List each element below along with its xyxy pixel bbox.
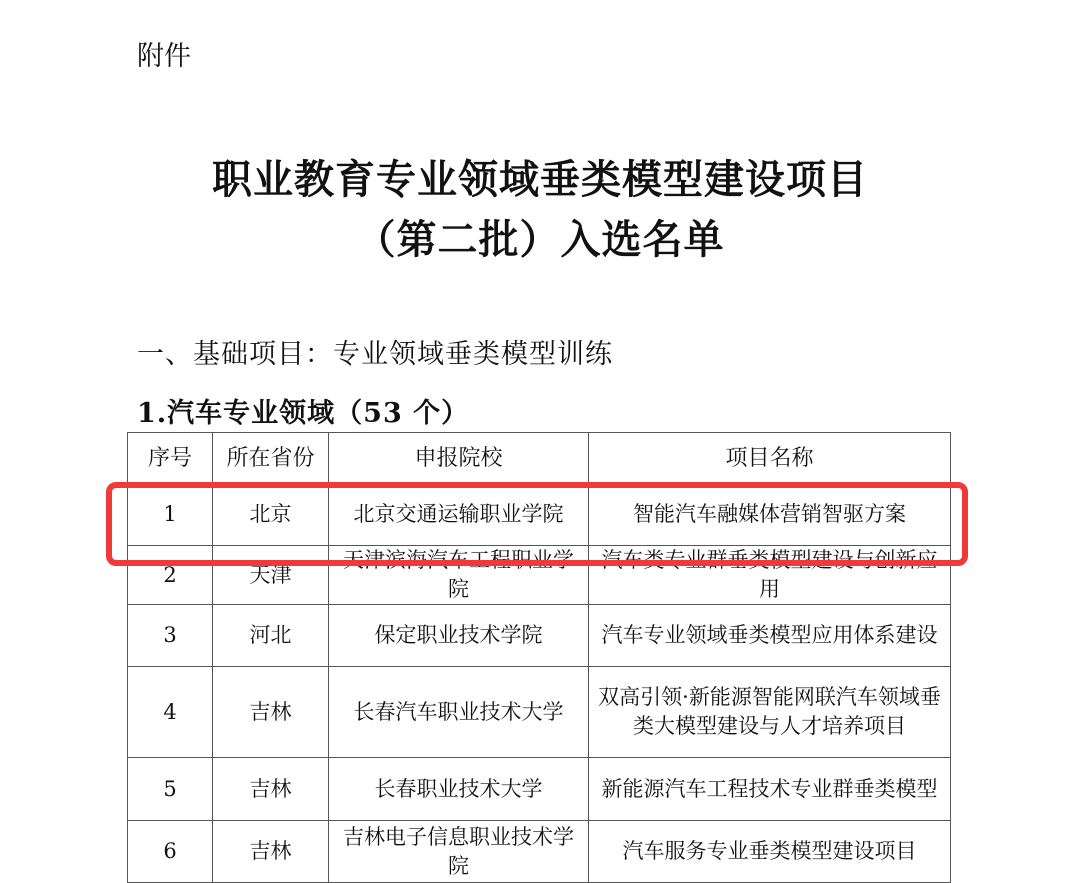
- cell-province: 吉林: [213, 758, 329, 821]
- cell-project: 汽车类专业群垂类模型建设与创新应用: [589, 546, 951, 605]
- cell-school: 长春职业技术大学: [329, 758, 589, 821]
- cell-no: 5: [128, 758, 213, 821]
- header-school: 申报院校: [329, 433, 589, 484]
- table-row: [128, 605, 951, 667]
- cell-school: 吉林电子信息职业技术学院: [329, 821, 589, 883]
- attachment-label: 附件: [137, 41, 191, 72]
- cell-province: 天津: [213, 546, 329, 605]
- cell-school: 长春汽车职业技术大学: [329, 667, 589, 758]
- document-title-line2: （第二批）入选名单: [355, 216, 725, 263]
- table-row: [128, 667, 951, 758]
- cell-project: 新能源汽车工程技术专业群垂类模型: [589, 758, 951, 821]
- cell-project: 智能汽车融媒体营销智驱方案: [589, 484, 951, 546]
- table-row: [128, 758, 951, 821]
- highlight-box: [106, 482, 968, 566]
- header-no: 序号: [128, 433, 213, 484]
- document-title-line1: 职业教育专业领域垂类模型建设项目: [212, 156, 868, 203]
- cell-province: 北京: [213, 484, 329, 546]
- cell-project: 双高引领·新能源智能网联汽车领域垂类大模型建设与人才培养项目: [589, 667, 951, 758]
- table-header-row: [128, 433, 951, 484]
- cell-project: 汽车专业领域垂类模型应用体系建设: [589, 605, 951, 667]
- cell-no: 3: [128, 605, 213, 667]
- cell-no: 4: [128, 667, 213, 758]
- cell-no: 2: [128, 546, 213, 605]
- cell-school: 天津滨海汽车工程职业学院: [329, 546, 589, 605]
- cell-no: 6: [128, 821, 213, 883]
- cell-no: 1: [128, 484, 213, 546]
- cell-province: 河北: [213, 605, 329, 667]
- table-row: [128, 821, 951, 883]
- cell-province: 吉林: [213, 821, 329, 883]
- cell-school: 北京交通运输职业学院: [329, 484, 589, 546]
- header-province: 所在省份: [213, 433, 329, 484]
- cell-school: 保定职业技术学院: [329, 605, 589, 667]
- header-project: 项目名称: [589, 433, 951, 484]
- cell-province: 吉林: [213, 667, 329, 758]
- section-heading: 一、基础项目：专业领域垂类模型训练: [137, 339, 613, 370]
- cell-project: 汽车服务专业垂类模型建设项目: [589, 821, 951, 883]
- subsection-heading: 1.汽车专业领域（53 个）: [137, 398, 470, 429]
